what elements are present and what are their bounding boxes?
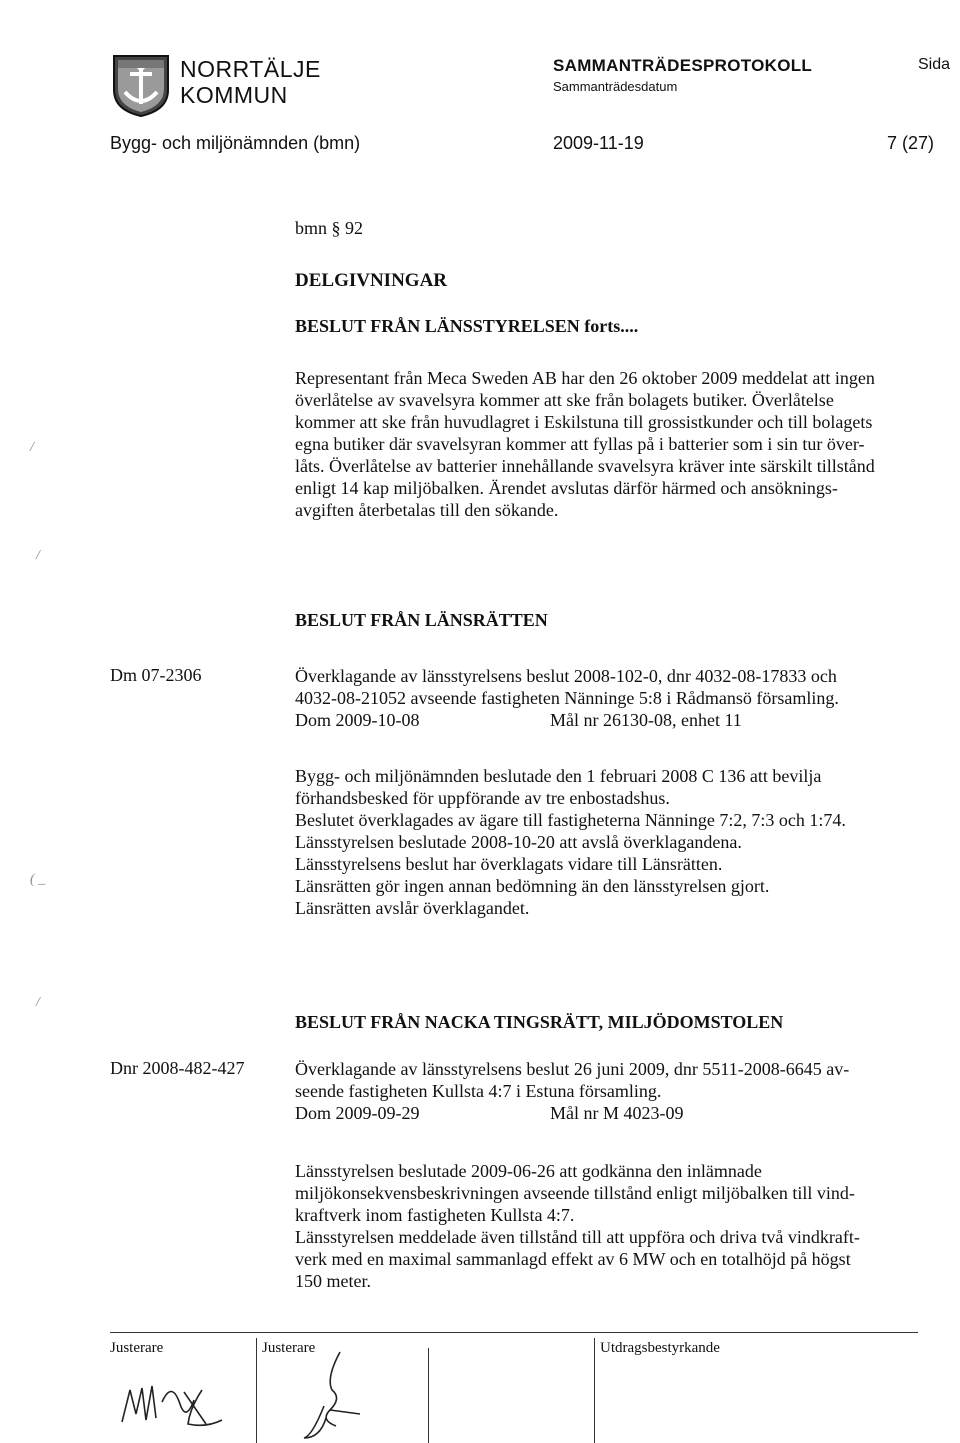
intro-line: seende fastigheten Kullsta 4:7 i Estuna församling.: [295, 1081, 662, 1101]
body-line: Representant från Meca Sweden AB har den 26 oktober 2009 meddelat att ingen: [295, 368, 875, 388]
section-subtitle: BESLUT FRÅN LÄNSSTYRELSEN forts....: [295, 316, 639, 336]
detail-line: Länsrätten avslår överklagandet.: [295, 898, 530, 918]
section-title: DELGIVNINGAR: [295, 270, 448, 291]
footer-divider: [594, 1338, 595, 1443]
body-line: enligt 14 kap miljöbalken. Ärendet avslutas därför härmed och ansöknings-: [295, 478, 838, 498]
signature-initials-2: [290, 1348, 380, 1443]
detail-line: Länsrätten gör ingen annan bedömning än den länsstyrelsen gjort.: [295, 876, 770, 896]
tingsratt-case-ref: Dnr 2008-482-427: [110, 1058, 245, 1078]
body-line: egna butiker där svavelsyran kommer att fyllas på i batterier som i sin tur över-: [295, 434, 865, 454]
signature-initials-1: [110, 1362, 250, 1437]
body-line: kommer att ske från huvudlagret i Eskilstuna till grossistkunder och till bolagets: [295, 412, 873, 432]
body-line: låts. Överlåtelse av batterier innehållande svavelsyra kräver inte särskilt tillstånd: [295, 456, 875, 476]
detail-line: Länsstyrelsen meddelade även tillstånd till att uppföra och driva två vindkraft-: [295, 1227, 860, 1247]
lansratten-details: [295, 765, 945, 919]
municipality-name: NORRTÄLJE KOMMUN: [180, 56, 321, 108]
detail-line: miljökonsekvensbeskrivningen avseende tillstånd enligt miljöbalken till vind-: [295, 1183, 855, 1203]
utdragsbestyrkande-label: Utdragsbestyrkande: [600, 1340, 720, 1356]
footer-divider: [256, 1338, 257, 1443]
tingsratt-intro: [295, 1058, 950, 1124]
detail-line: Bygg- och miljönämnden beslutade den 1 februari 2008 C 136 att bevilja: [295, 766, 822, 786]
body-line: avgiften återbetalas till den sökande.: [295, 500, 559, 520]
intro-line: 4032-08-21052 avseende fastigheten Nänninge 5:8 i Rådmansö församling.: [295, 688, 839, 708]
intro-line: Överklagande av länsstyrelsens beslut 2008-102-0, dnr 4032-08-17833 och: [295, 666, 837, 686]
lansratten-heading: BESLUT FRÅN LÄNSRÄTTEN: [295, 610, 548, 630]
footer-rule: [110, 1332, 918, 1333]
margin-mark: /: [36, 548, 40, 563]
detail-line: Länsstyrelsen beslutade 2009-06-26 att godkänna den inlämnade: [295, 1161, 762, 1181]
detail-line: 150 meter.: [295, 1271, 371, 1291]
body-line: överlåtelse av svavelsyra kommer att ske från bolagets butiker. Överlåtelse: [295, 390, 834, 410]
municipality-crest-logo: [110, 52, 172, 118]
mal-number: Mål nr 26130-08, enhet 11: [550, 710, 742, 730]
tingsratt-heading: BESLUT FRÅN NACKA TINGSRÄTT, MILJÖDOMSTOLEN: [295, 1012, 784, 1032]
margin-mark: /: [36, 995, 40, 1010]
mal-number: Mål nr M 4023-09: [550, 1103, 684, 1123]
dom-date: Dom 2009-10-08: [295, 710, 420, 730]
tingsratt-details: [295, 1160, 950, 1292]
detail-line: förhandsbesked för uppförande av tre enbostadshus.: [295, 788, 670, 808]
dom-line: [295, 1102, 950, 1124]
protocol-title: SAMMANTRÄDESPROTOKOLL: [553, 56, 813, 75]
detail-line: Länsstyrelsens beslut har överklagats vidare till Länsrätten.: [295, 854, 723, 874]
lansratten-case-ref: Dm 07-2306: [110, 665, 202, 685]
justerare-label-2: Justerare: [262, 1340, 316, 1356]
intro-line: Överklagande av länsstyrelsens beslut 26 juni 2009, dnr 5511-2008-6645 av-: [295, 1059, 850, 1079]
detail-line: kraftverk inom fastigheten Kullsta 4:7.: [295, 1205, 575, 1225]
lansratten-intro: [295, 665, 945, 731]
footer-divider: [428, 1348, 429, 1443]
detail-line: verk med en maximal sammanlagd effekt av 6 MW och en totalhöjd på högst: [295, 1249, 851, 1269]
detail-line: Beslutet överklagades av ägare till fastigheterna Nänninge 7:2, 7:3 och 1:74.: [295, 810, 846, 830]
margin-mark: /: [30, 440, 34, 455]
dom-date: Dom 2009-09-29: [295, 1103, 420, 1123]
detail-line: Länsstyrelsen beslutade 2008-10-20 att avslå överklagandena.: [295, 832, 742, 852]
dom-line: [295, 709, 945, 731]
paragraph-ref: bmn § 92: [295, 218, 364, 238]
justerare-label-1: Justerare: [110, 1340, 164, 1356]
meeting-date-label: Sammanträdesdatum: [553, 79, 678, 94]
page-label: Sida: [918, 56, 951, 73]
margin-mark: ( _: [30, 872, 46, 887]
page-number: 7 (27): [887, 133, 935, 153]
meeting-date: 2009-11-19: [553, 133, 644, 153]
committee-name: Bygg- och miljönämnden (bmn): [110, 133, 361, 153]
section-body: [295, 367, 960, 521]
